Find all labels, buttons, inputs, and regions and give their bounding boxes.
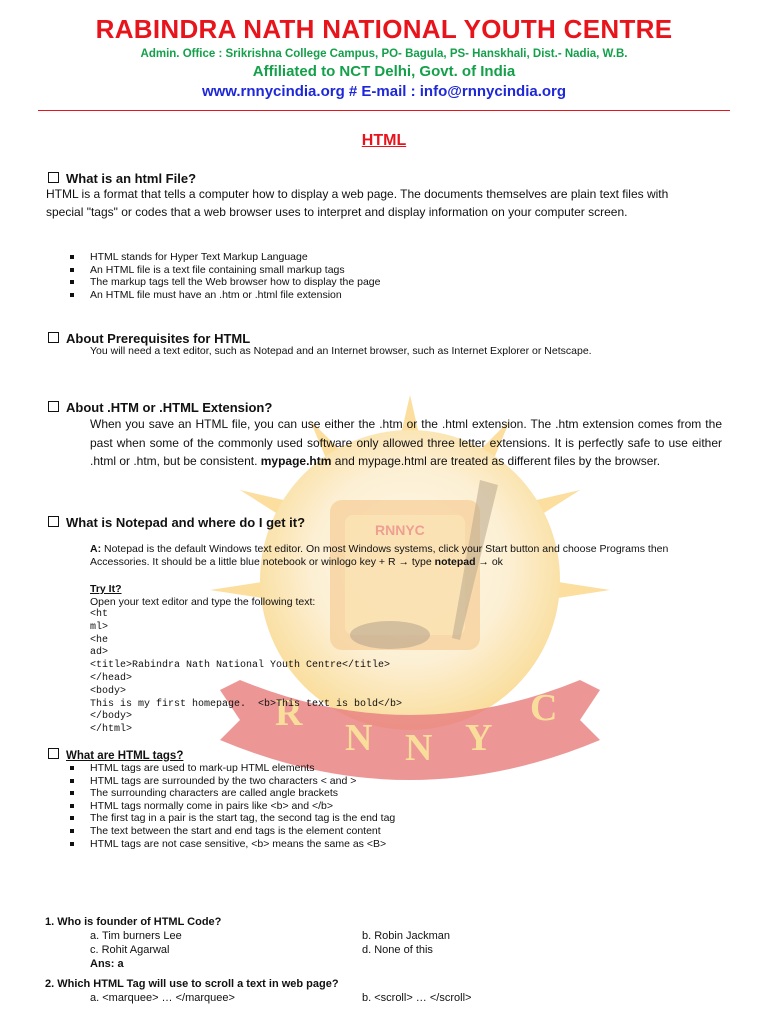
checkbox-bullet-icon [48,332,59,343]
quiz-1-option-c: c. Rohit Agarwal [90,944,170,956]
extension-paragraph: When you save an HTML file, you can use either the .htm or the .html extension. The .htm extension comes from the past when some of the commonly used software only allowed three letter extensions. It is perfectly safe to use either .html or .htm, but be consistent. mypage.htm and mypage.html are treated as different files by the browser. [90,417,722,469]
html-file-paragraph: HTML is a format that tells a computer how to display a web page. The documents themselves are plain text files with special "tags" or codes that a web browser uses to interpret and display information on your computer screen. [46,187,669,219]
list-item: The first tag in a pair is the start tag, the second tag is the end tag [68,812,395,825]
list-item: The text between the start and end tags is the element content [68,825,395,838]
mypage-htm-bold: mypage.htm [260,454,332,469]
checkbox-bullet-icon [48,748,59,759]
watermark-letter-c: C [530,687,558,729]
header-divider [38,110,730,111]
checkbox-bullet-icon [48,516,59,527]
watermark-letter-r: R [275,692,303,734]
quiz-question-1: 1. Who is founder of HTML Code? [45,916,222,928]
prerequisites-paragraph: You will need a text editor, such as Notepad and an Internet browser, such as Internet Explorer or Netscape. [90,345,592,357]
org-name: RABINDRA NATH NATIONAL YOUTH CENTRE [95,14,673,44]
section-heading-html-tags: What are HTML tags? [48,748,183,762]
notepad-answer: A: Notepad is the default Windows text editor. On most Windows systems, click your Start button and choose Programs then Accessories. It should be a little blue notebook or winlogo key + R → type notepad → ok [90,543,669,568]
quiz-2-option-b: b. <scroll> … </scroll> [362,992,472,1004]
section-heading-html-file: What is an html File? [48,171,196,186]
section-heading-notepad: What is Notepad and where do I get it? [48,515,305,530]
list-item: HTML stands for Hyper Text Markup Language [68,251,380,264]
list-item: An HTML file must have an .htm or .html file extension [68,289,380,302]
checkbox-bullet-icon [48,401,59,412]
org-address: Admin. Office : Srikrishna College Campus, PO- Bagula, PS- Hanskhali, Dist.- Nadia, W.B. [140,48,628,60]
list-item: HTML tags normally come in pairs like <b> and </b> [68,800,395,813]
list-item: HTML tags are surrounded by the two characters < and > [68,775,395,788]
list-item: An HTML file is a text file containing small markup tags [68,264,380,277]
quiz-1-answer: Ans: a [90,958,124,970]
code-sample: <ht ml> <he ad> <title>Rabindra Nath National Youth Centre</title> </head> <body> This is my first homepage. <b>This text is bold</b> </body> </html> [90,609,403,736]
list-item: The markup tags tell the Web browser how to display the page [68,276,380,289]
quiz-1-option-d: d. None of this [362,944,433,956]
watermark-letter-n2: N [405,727,433,769]
org-contact: www.rnnycindia.org # E-mail : info@rnnycindia.org [201,83,567,100]
try-it-heading: Try It? [90,583,122,595]
try-it-intro: Open your text editor and type the following text: [90,596,316,608]
page-title: HTML [361,132,407,149]
watermark-arc-text: RNNYC [375,522,425,538]
quiz-1-option-a: a. Tim burners Lee [90,930,182,942]
quiz-question-2: 2. Which HTML Tag will use to scroll a text in web page? [45,978,339,990]
quiz-2-option-a: a. <marquee> … </marquee> [90,992,235,1004]
checkbox-bullet-icon [48,172,59,183]
html-file-bullets [68,251,380,301]
watermark-letter-n1: N [345,717,373,759]
list-item: HTML tags are used to mark-up HTML elements [68,762,395,775]
list-item: The surrounding characters are called angle brackets [68,787,395,800]
org-affiliation: Affiliated to NCT Delhi, Govt. of India [252,63,516,80]
section-heading-prerequisites: About Prerequisites for HTML [48,331,250,346]
quiz-1-option-b: b. Robin Jackman [362,930,451,942]
html-tags-bullets [68,762,395,850]
watermark-letter-y: Y [465,717,493,759]
list-item: HTML tags are not case sensitive, <b> means the same as <B> [68,838,395,851]
section-heading-extension: About .HTM or .HTML Extension? [48,400,272,415]
